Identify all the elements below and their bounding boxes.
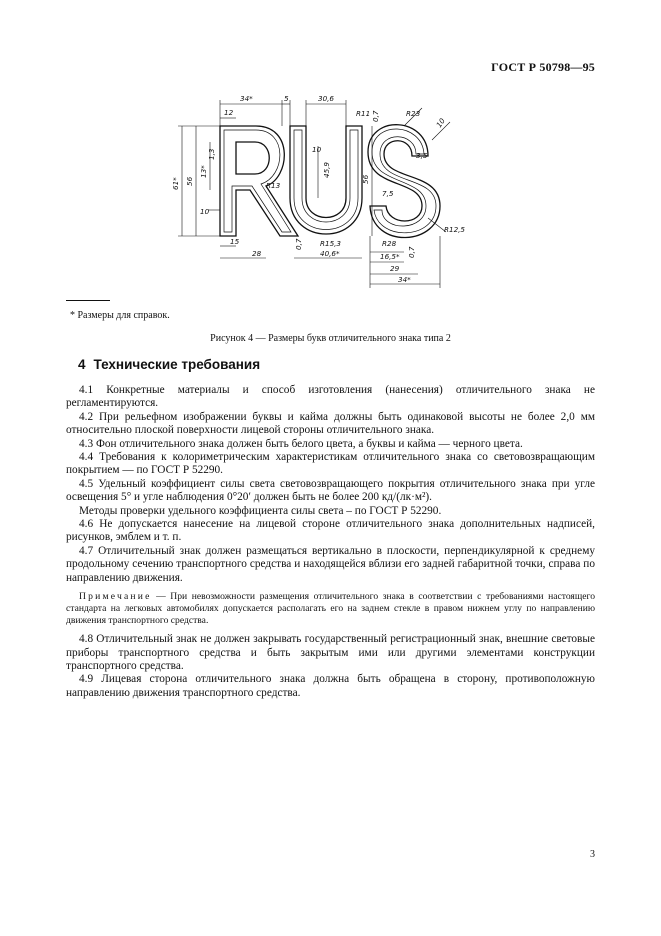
paragraph-4-2: 4.2 При рельефном изображении буквы и кайма должны быть одинаковой высоты не более 2,0 мм относительно плоской поверхности лицевой стороны отличительного знака. <box>66 410 595 437</box>
note <box>66 591 595 627</box>
dim-label: 13* <box>199 165 208 178</box>
dim-label: 1,3 <box>207 148 216 160</box>
dim-label: 3,5 <box>416 151 428 160</box>
dim-label: R12,5 <box>444 225 465 234</box>
document-code: ГОСТ Р 50798—95 <box>491 60 595 74</box>
letter-u-outline <box>290 126 362 234</box>
dim-label: 56 <box>361 174 370 184</box>
dim-label: R11 <box>356 109 371 118</box>
section-body <box>66 384 595 700</box>
dim-label: 10 <box>200 207 210 216</box>
section-title: Технические требования <box>93 357 261 372</box>
letter-r-outline <box>220 126 298 236</box>
footnote-divider <box>66 300 110 301</box>
figure-caption: Рисунок 4 — Размеры букв отличительного знака типа 2 <box>210 333 451 344</box>
dim-label: 45,9 <box>322 161 331 178</box>
dim-label: 12 <box>224 108 234 117</box>
dim-label: 28 <box>252 249 262 258</box>
dim-label: 30,6 <box>318 94 335 103</box>
dim-label: R13 <box>266 181 281 190</box>
section-number: 4 <box>78 357 86 372</box>
paragraph-4-3: 4.3 Фон отличительного знака должен быть белого цвета, а буквы и кайма — черного цвета. <box>79 437 523 450</box>
dim-label: R23 <box>406 109 421 118</box>
dim-label: 10 <box>312 145 322 154</box>
dim-label: 0,7 <box>294 238 303 250</box>
paragraph-4-9: 4.9 Лицевая сторона отличительного знака должна быть обращена в сторону, противоположную направлению движения транспортного средства. <box>66 673 595 699</box>
paragraph-4-1: 4.1 Конкретные материалы и способ изготовления (нанесения) отличительного знака не регламентируются. <box>66 384 595 410</box>
dim-label: 16,5* <box>380 252 400 261</box>
dim-label: 15 <box>230 237 240 246</box>
dim-label: 5 <box>284 94 289 103</box>
dim-label: 7,5 <box>382 189 394 198</box>
dim-label: R28 <box>382 239 397 248</box>
paragraph-methods: Методы проверки удельного коэффициента силы света – по ГОСТ Р 52290. <box>79 504 442 517</box>
dim-label: 0,7 <box>407 246 416 258</box>
note-label: Примечание <box>79 591 152 603</box>
paragraph-4-8: 4.8 Отличительный знак не должен закрывать государственный регистрационный знак, внешние световые приборы транспортного средства и быть закрытым ими или другими элементами конструкции транспортного средства. <box>66 633 595 672</box>
dim-label: 34* <box>398 275 411 284</box>
footnote: * Размеры для справок. <box>70 310 170 321</box>
paragraph-4-4: 4.4 Требования к колориметрическим характеристикам отличительного знака со световозвращающим покрытием — по ГОСТ Р 52290. <box>66 451 595 477</box>
paragraph-4-7: 4.7 Отличительный знак должен размещаться вертикально в плоскости, перпендикулярной к среднему продольному сечению транспортного средства и находящейся вблизи его задней габаритной точки, справа по направлению движения. <box>66 544 595 584</box>
dim-label: 34* <box>240 94 253 103</box>
paragraph-4-6: 4.6 Не допускается нанесение на лицевой стороне отличительного знака дополнительных надписей, рисунков, эмблем и т. п. <box>66 518 595 544</box>
dim-label: 40,6* <box>320 249 340 258</box>
section-heading <box>78 357 260 372</box>
dim-label: 61* <box>171 177 180 190</box>
dim-label: 56 <box>185 176 194 186</box>
rus-letters-drawing <box>160 86 480 296</box>
dim-label: R15,3 <box>320 239 341 248</box>
note-text: — При невозможности размещения отличительного знака в соответствии с требованиями настоящего стандарта на легковых автомобилях допускается располагать его на заднем стекле в правом нижнем углу по направлению движения транспортного средства. <box>66 591 595 627</box>
paragraph-4-5: 4.5 Удельный коэффициент силы света световозвращающего покрытия отличительного знака при угле освещения 5° и угле наблюдения 0°20′ должен быть не более 200 кд/(лк·м²). <box>66 477 595 504</box>
dim-label: 29 <box>390 264 400 273</box>
dim-label: 0,7 <box>371 110 380 122</box>
letter-s-outline <box>368 125 440 238</box>
dim-label: 10 <box>434 116 447 130</box>
page-number: 3 <box>590 849 595 860</box>
